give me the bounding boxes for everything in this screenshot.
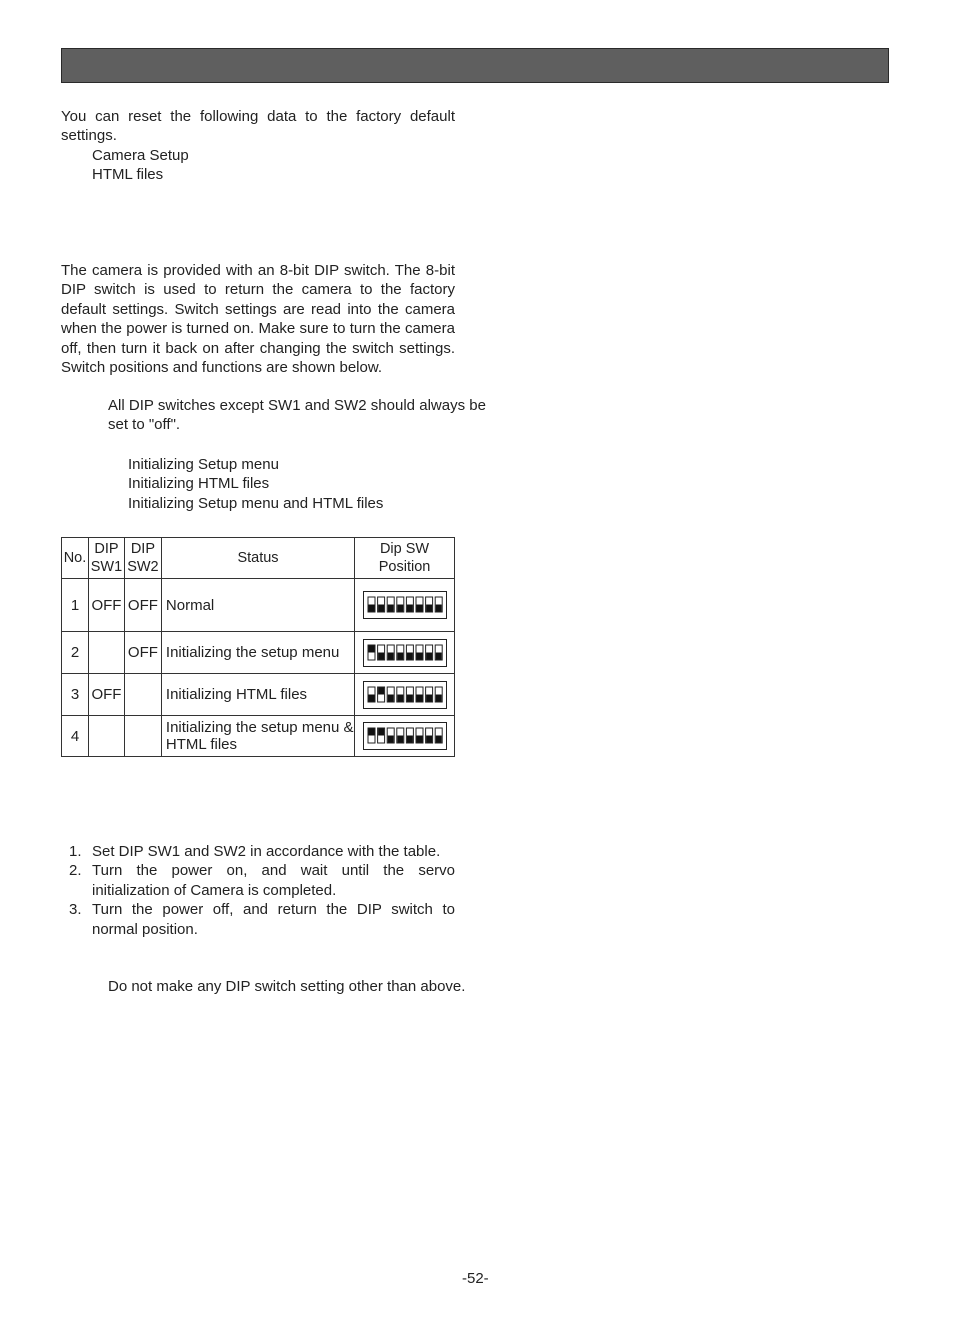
dip-switch-frame bbox=[363, 592, 446, 619]
dip-switch-knob-off bbox=[435, 694, 441, 701]
cell-status: Initializing the setup menu bbox=[161, 632, 354, 674]
dip-switch-knob-off bbox=[368, 694, 374, 701]
step-number: 1. bbox=[69, 843, 82, 860]
section-header-bar bbox=[61, 48, 889, 83]
intro-item-camera-setup: Camera Setup bbox=[92, 146, 189, 164]
header-sw2: DIP SW2 bbox=[124, 538, 161, 579]
dip-switch-frame bbox=[363, 639, 446, 666]
dip-switch-knob-off bbox=[426, 605, 432, 612]
function-item: Initializing Setup menu bbox=[128, 456, 279, 473]
function-item: Initializing HTML files bbox=[128, 475, 270, 493]
intro-text bbox=[61, 107, 455, 185]
cell-position bbox=[355, 716, 455, 757]
cell-status: Initializing the setup menu & HTML files bbox=[161, 716, 354, 757]
page-number: -52- bbox=[462, 1270, 489, 1287]
cell-no: 1 bbox=[62, 579, 89, 632]
dip-switch-knob-on bbox=[378, 729, 384, 736]
cell-position bbox=[355, 674, 455, 716]
dip-switch-knob-off bbox=[406, 652, 412, 659]
dip-switch-knob-off bbox=[406, 605, 412, 612]
dip-switch-diagram bbox=[363, 681, 447, 709]
function-item: Initializing Setup menu and HTML files bbox=[128, 494, 384, 512]
intro-line: You can reset the following data to the factory default settings. bbox=[61, 108, 455, 145]
dip-switch-knob-off bbox=[387, 652, 393, 659]
dip-switch-knob-off bbox=[397, 652, 403, 659]
cell-position bbox=[355, 579, 455, 632]
dip-switch-knob-off bbox=[426, 694, 432, 701]
cell-position bbox=[355, 632, 455, 674]
dip-switch-knob-off bbox=[416, 694, 422, 701]
dip-switch-knob-off bbox=[378, 652, 384, 659]
cell-sw1 bbox=[88, 632, 124, 674]
dip-switch-knob-off bbox=[426, 652, 432, 659]
dip-switch-knob-off bbox=[435, 736, 441, 743]
dip-switch-knob-on bbox=[378, 687, 384, 694]
table-header-row bbox=[62, 538, 455, 579]
note-dip-off-text: All DIP switches except SW1 and SW2 should always be set to "off". bbox=[108, 397, 486, 434]
dip-switch-frame bbox=[363, 723, 446, 750]
cell-sw1: OFF bbox=[88, 674, 124, 716]
function-list bbox=[61, 455, 455, 513]
dip-switch-knob-off bbox=[435, 652, 441, 659]
table-row bbox=[62, 632, 455, 674]
note-no-other-setting bbox=[61, 977, 486, 996]
dip-switch-knob-off bbox=[406, 736, 412, 743]
dip-switch-knob-on bbox=[368, 729, 374, 736]
dip-switch-knob-off bbox=[416, 605, 422, 612]
intro-item-html-files: HTML files bbox=[92, 166, 164, 184]
dip-description bbox=[61, 261, 455, 377]
cell-status: Initializing HTML files bbox=[161, 674, 354, 716]
step-item bbox=[61, 842, 455, 861]
table-row bbox=[62, 716, 455, 757]
step-text: Turn the power off, and return the DIP switch to normal position. bbox=[92, 901, 455, 938]
dip-switch-diagram bbox=[363, 722, 447, 750]
table-row bbox=[62, 674, 455, 716]
header-sw1: DIP SW1 bbox=[88, 538, 124, 579]
dip-switch-knob-off bbox=[426, 736, 432, 743]
dip-switch-knob-off bbox=[416, 652, 422, 659]
cell-no: 2 bbox=[62, 632, 89, 674]
dip-switch-knob-off bbox=[397, 605, 403, 612]
dip-switch-knob-off bbox=[387, 694, 393, 701]
dip-description-text: The camera is provided with an 8-bit DIP switch. The 8-bit DIP switch is used to return the camera to the factory default settings. Switch settings are read into the camera when the power is turned on. Make sure to turn the camera off, then turn it back on after changing the switch settings. Switch positions and functions are shown below. bbox=[61, 262, 455, 377]
dip-switch-knob-off bbox=[406, 694, 412, 701]
table-row bbox=[62, 579, 455, 632]
dip-switch-knob-off bbox=[397, 736, 403, 743]
step-item bbox=[61, 900, 455, 939]
cell-sw2 bbox=[124, 674, 161, 716]
dip-switch-knob-off bbox=[435, 605, 441, 612]
dip-switch-knob-off bbox=[368, 605, 374, 612]
header-position: Dip SW Position bbox=[355, 538, 455, 579]
step-item bbox=[61, 861, 455, 900]
header-no: No. bbox=[62, 538, 89, 579]
note-no-other-setting-text: Do not make any DIP switch setting other than above. bbox=[108, 978, 466, 995]
cell-sw1 bbox=[88, 716, 124, 757]
dip-switch-knob-on bbox=[368, 645, 374, 652]
dip-switch-diagram bbox=[363, 639, 447, 667]
step-number: 2. bbox=[69, 862, 82, 880]
cell-sw2: OFF bbox=[124, 579, 161, 632]
cell-no: 4 bbox=[62, 716, 89, 757]
cell-no: 3 bbox=[62, 674, 89, 716]
procedure-steps bbox=[61, 842, 455, 939]
dip-switch-knob-off bbox=[397, 694, 403, 701]
dip-switch-knob-off bbox=[378, 605, 384, 612]
step-number: 3. bbox=[69, 901, 82, 919]
step-text: Turn the power on, and wait until the servo initialization of Camera is completed. bbox=[92, 862, 455, 899]
dip-switch-knob-off bbox=[387, 605, 393, 612]
header-status: Status bbox=[161, 538, 354, 579]
dip-switch-frame bbox=[363, 681, 446, 708]
cell-status: Normal bbox=[161, 579, 354, 632]
cell-sw2: OFF bbox=[124, 632, 161, 674]
dip-switch-table bbox=[61, 537, 455, 757]
cell-sw2 bbox=[124, 716, 161, 757]
dip-switch-knob-off bbox=[387, 736, 393, 743]
dip-switch-diagram bbox=[363, 591, 447, 619]
dip-switch-knob-off bbox=[416, 736, 422, 743]
note-dip-off bbox=[61, 396, 486, 435]
cell-sw1: OFF bbox=[88, 579, 124, 632]
step-text: Set DIP SW1 and SW2 in accordance with the table. bbox=[92, 843, 441, 860]
